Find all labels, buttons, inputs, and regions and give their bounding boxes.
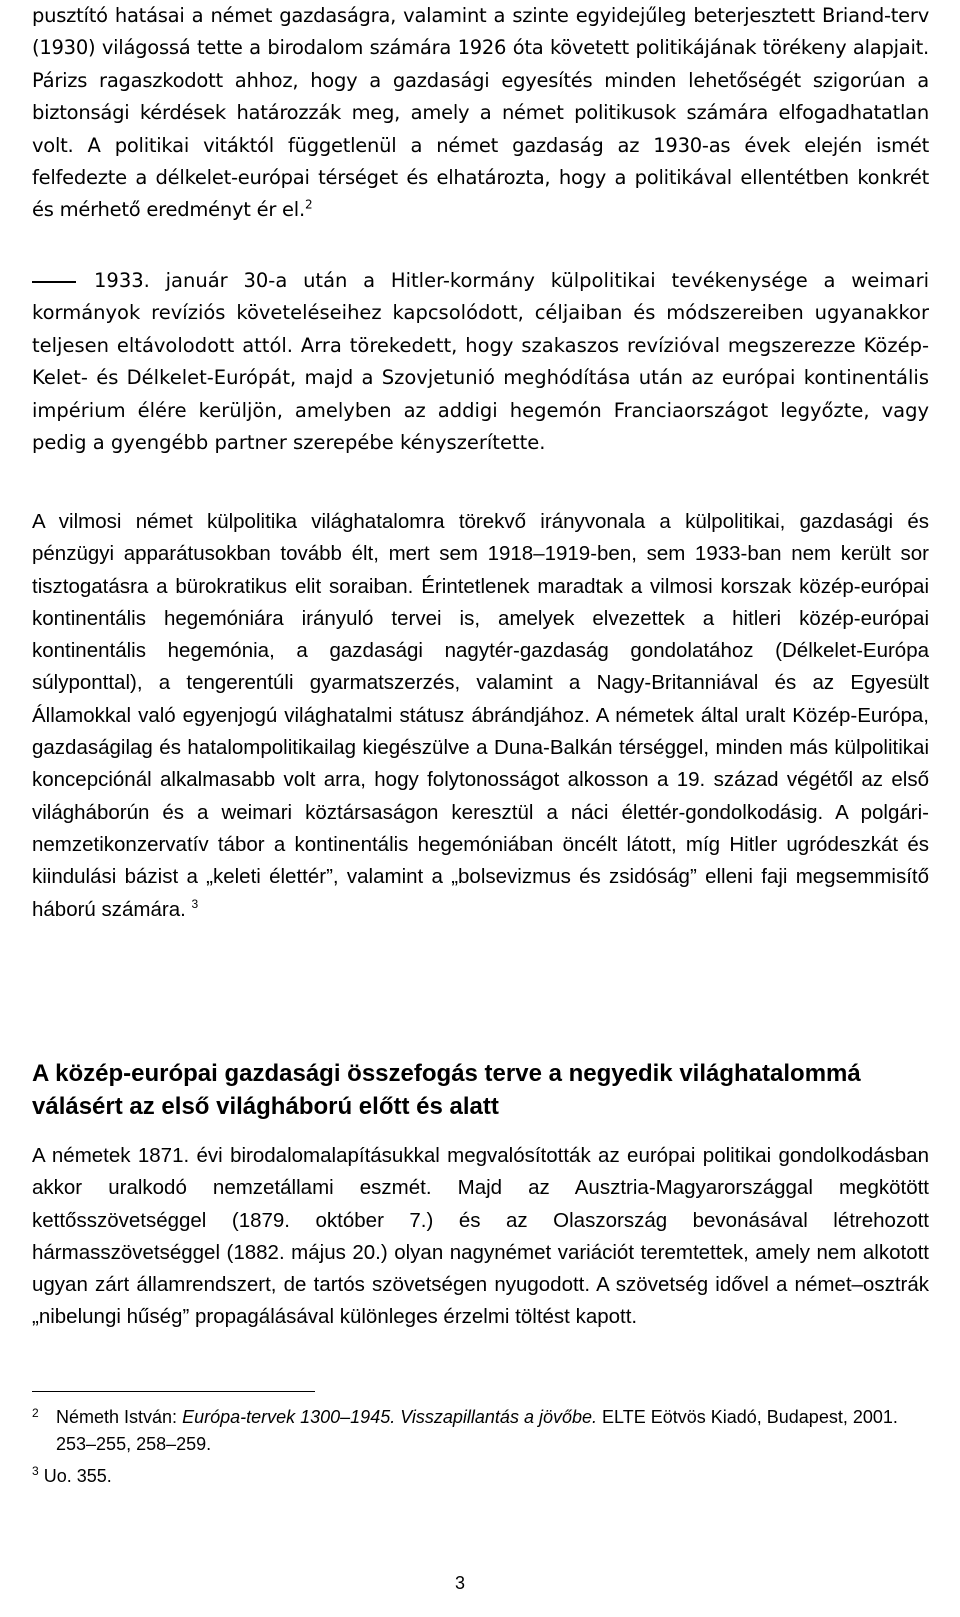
footnote-ref-2[interactable]: 2 [304, 197, 313, 212]
footnote-author: Németh István: [56, 1407, 183, 1427]
section-heading: A közép-európai gazdasági összefogás terve a negyedik világhatalommá válásért az első világháború előtt és alatt [32, 1060, 861, 1120]
footnote-number: 2 [32, 1406, 39, 1420]
footnote-3 [32, 1463, 929, 1490]
paragraph-3: A németek 1871. évi birodalomalapításukkal megvalósították az európai politikai gondolkodásban akkor uralkodó nemzetállami eszmét. Majd az Ausztria-Magyarországgal megkötött kettősszövetséggel (1879. október 7.) és az Olaszország bevonásával létrehozott hármasszövetséggel (1882. május 20.) olyan nagynémet variációt teremtettek, amely nem alkotott ugyan zárt államrendszert, de tartós szövetségen nyugodott. A szövetség idővel a német–osztrák „nibelungi hűség” propagálásával különleges érzelmi töltést kapott. [32, 1144, 929, 1329]
footnote-ref-3[interactable]: 3 [191, 896, 199, 911]
footnote-publisher: ELTE Eötvös Kiadó, Budapest, 2001. 253–255, 258–259. [56, 1407, 898, 1454]
paragraph-2 [32, 506, 929, 926]
paragraph-1-text: pusztító hatásai a német gazdaságra, valamint a szinte egyidejűleg beterjesztett Briand-terv (1930) világossá tette a birodalom számára 1926 óta követett politikájának törékeny alapjait. Párizs ragaszkodott ahhoz, hogy a gazdasági egyesítés minden lehetőségét szigorúan a biztonsági kérdések határozzák meg, amely a német politikusok számára elfogadhatatlan volt. A politikai vitáktól függetlenül a német gazdaság az 1930-as évek elején ismét felfedezte a délkelet-európai térséget és elhatározta, hogy a politikával ellentétben konkrét és mérhető eredményt ér el. [32, 4, 929, 222]
paragraph-2-text: A vilmosi német külpolitika világhatalomra törekvő irányvonala a külpolitikai, gazdasági és pénzügyi apparátusokban tovább élt, mert sem 1918–1919-ben, sem 1933-ban nem került sor tisztogatásra a bürokratikus elit soraiban. Érintetlenek maradtak a vilmosi korszak közép-európai kontinentális hegemóniára irányuló tervei is, amelyek elvezettek a hitleri közép-európai kontinentális hegemónia, a gazdasági nagytér-gazdaság gondolatához (Délkelet-Európa súlyponttal), a tengerentúli gyarmatszerzés, valamint a Nagy-Britanniával és az Egyesült Államokkal való egyenjogú világhatalmi státusz ábrándjához. A németek által uralt Közép-Európa, gazdaságilag és hatalompolitikailag kiegészülve a Duna-Balkán térséggel, minden más külpolitikai koncepciónál alkalmasabb volt arra, hogy folytonosságot alkosson a 19. század végétől az első világháborún és a weimari köztársaságon keresztül a náci élettér-gondolkodásig. A polgári-nemzetikonzervatív tábor a kontinentális hegemóniában öncélt látott, míg Hitler ugródeszkát és kiindulási bázist a „keleti élettér”, valamint a „bolsevizmus és zsidóság” elleni faji megsemmisítő háború számára. [32, 510, 929, 921]
dash-list-item-text: 1933. január 30-a után a Hitler-kormány külpolitikai tevékenysége a weimari kormányok revíziós követeléseihez kapcsolódott, céljaiban és módszereiben ugyanakkor teljesen eltávolodott attól. Arra törekedett, hogy szakaszos revízióval megszerezze Közép-Kelet- és Délkelet-Európát, majd a Szovjetunió meghódítása után az európai kontinentális impérium élére kerüljön, amelyben az addigi hegemón Franciaországot legyőzte, vagy pedig a gyengébb partner szerepébe kényszerítette. [32, 269, 929, 455]
footnote-separator [32, 1391, 315, 1392]
dash-list-item [32, 265, 929, 459]
page-number: 3 [455, 1573, 466, 1593]
footnote-number: 3 [32, 1464, 39, 1478]
dash-bullet [32, 281, 76, 283]
footnote-2 [32, 1404, 929, 1458]
footnote-title: Európa-tervek 1300–1945. Visszapillantás a jövőbe. [182, 1407, 598, 1427]
footnote-text: Uo. 355. [43, 1466, 112, 1486]
paragraph-1 [32, 0, 929, 227]
